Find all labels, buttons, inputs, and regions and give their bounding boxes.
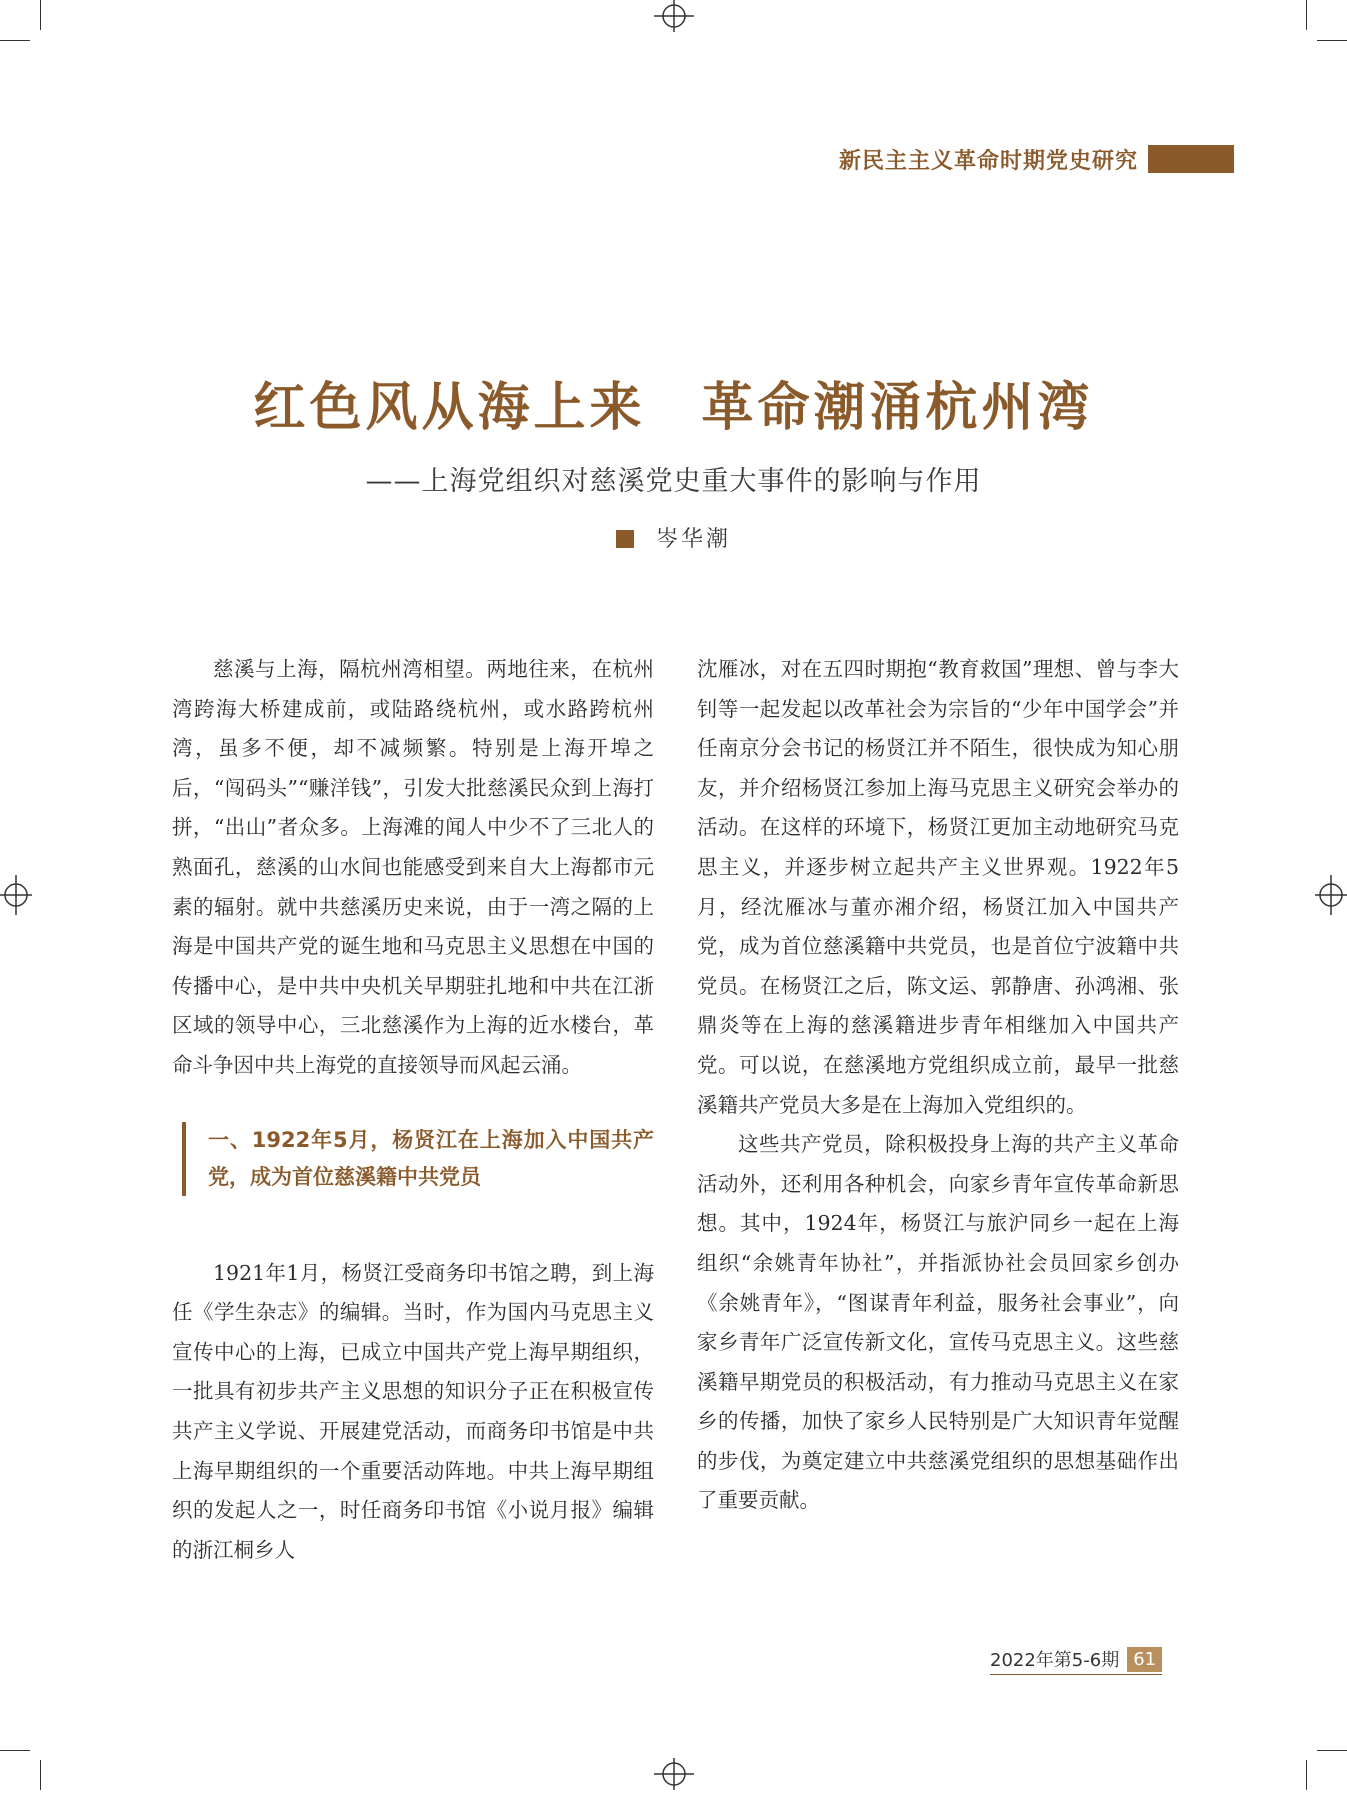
section-heading: 一、1922年5月，杨贤江在上海加入中国共产党，成为首位慈溪籍中共党员 [182, 1122, 654, 1196]
crop-mark [1317, 40, 1347, 41]
body-paragraph-continued: 沈雁冰，对在五四时期抱“教育救国”理想、曾与李大钊等一起发起以改革社会为宗旨的“少年中国学会”并任南京分会书记的杨贤江并不陌生，很快成为知心朋友，并介绍杨贤江参加上海马克思主义研究会举办的活动。在这样的环境下，杨贤江更加主动地研究马克思主义，并逐步树立起共产主义世界观。1922年5月，经沈雁冰与董亦湘介绍，杨贤江加入中国共产党，成为首位慈溪籍中共党员，也是首位宁波籍中共党员。在杨贤江之后，陈文运、郭静唐、孙鸿湘、张鼎炎等在上海的慈溪籍进步青年相继加入中国共产党。可以说，在慈溪地方党组织成立前，最早一批慈溪籍共产党员大多是在上海加入党组织的。 [697, 657, 1179, 1117]
author-line [0, 522, 1347, 553]
crop-mark [0, 40, 30, 41]
registration-mark-icon [654, 1754, 694, 1794]
crop-mark [40, 0, 41, 30]
page-footer [990, 1644, 1162, 1675]
registration-mark-icon [1311, 875, 1347, 915]
section-accent-bar [1148, 145, 1234, 173]
registration-mark-icon [654, 0, 694, 36]
section-header [839, 142, 1234, 176]
author-square-icon [616, 530, 634, 548]
crop-mark [40, 1760, 41, 1790]
body-paragraph: 这些共产党员，除积极投身上海的共产主义革命活动外，还利用各种机会，向家乡青年宣传革命新思想。其中，1924年，杨贤江与旅沪同乡一起在上海组织“余姚青年协社”，并指派协社会员回家乡创办《余姚青年》，“图谋青年利益，服务社会事业”，向家乡青年广泛宣传新文化，宣传马克思主义。这些慈溪籍早期党员的积极活动，有力推动马克思主义在家乡的传播，加快了家乡人民特别是广大知识青年觉醒的步伐，为奠定建立中共慈溪党组织的思想基础作出了重要贡献。 [697, 1132, 1179, 1513]
crop-mark [1306, 0, 1307, 30]
crop-mark [1317, 1750, 1347, 1751]
section-title: 新民主主义革命时期党史研究 [838, 148, 1138, 174]
body-paragraph: 1921年1月，杨贤江受商务印书馆之聘，到上海任《学生杂志》的编辑。当时，作为国内马克思主义宣传中心的上海，已成立中国共产党上海早期组织，一批具有初步共产主义思想的知识分子正在积极宣传共产主义学说、开展建党活动，而商务印书馆是中共上海早期组织的一个重要活动阵地。中共上海早期组织的发起人之一，时任商务印书馆《小说月报》编辑的浙江桐乡人 [172, 1260, 654, 1562]
crop-mark [0, 1750, 30, 1751]
page-number: 61 [1127, 1647, 1162, 1672]
article-title: 红色风从海上来 革命潮涌杭州湾 [253, 377, 1094, 438]
registration-mark-icon [0, 875, 36, 915]
left-column [172, 650, 654, 1570]
author-name: 岑华潮 [655, 527, 731, 552]
issue-label: 2022年第5-6期 [990, 1650, 1120, 1671]
crop-mark [1306, 1760, 1307, 1790]
intro-paragraph: 慈溪与上海，隔杭州湾相望。两地往来，在杭州湾跨海大桥建成前，或陆路绕杭州，或水路跨杭州湾，虽多不便，却不减频繁。特别是上海开埠之后，“闯码头”“赚洋钱”，引发大批慈溪民众到上海打拼，“出山”者众多。上海滩的闻人中少不了三北人的熟面孔，慈溪的山水间也能感受到来自大上海都市元素的辐射。就中共慈溪历史来说，由于一湾之隔的上海是中国共产党的诞生地和马克思主义思想在中国的传播中心，是中共中央机关早期驻扎地和中共在江浙区域的领导中心，三北慈溪作为上海的近水楼台，革命斗争因中共上海党的直接领导而风起云涌。 [172, 657, 654, 1077]
right-column [697, 650, 1179, 1521]
article-subtitle: ——上海党组织对慈溪党史重大事件的影响与作用 [365, 466, 982, 497]
